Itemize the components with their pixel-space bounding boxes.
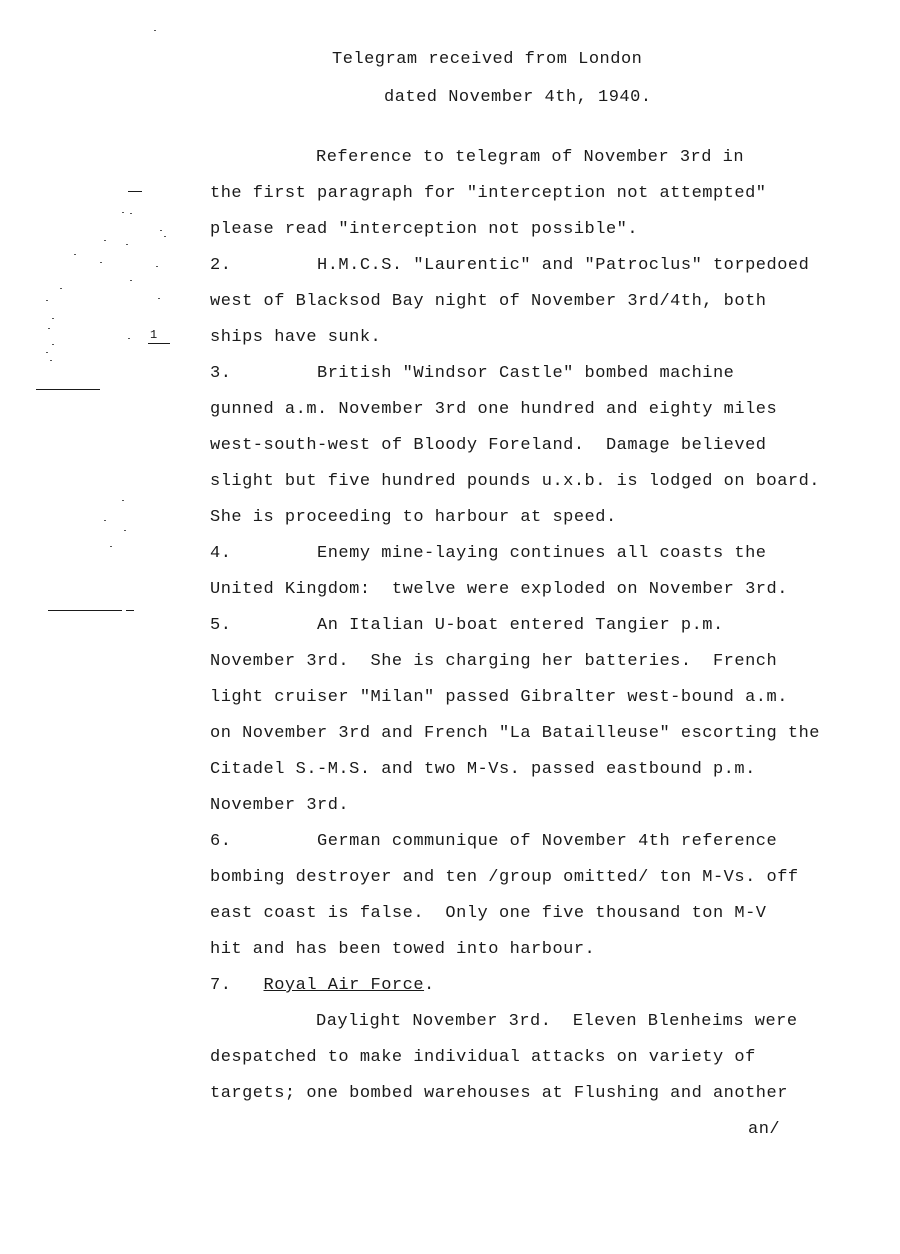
margin-mark [126, 610, 134, 611]
margin-speck [154, 30, 156, 31]
section-7-heading-end: . [424, 976, 435, 995]
margin-speck [46, 352, 48, 353]
catchword: an/ [748, 1120, 781, 1139]
margin-speck [104, 520, 106, 521]
margin-speck [48, 328, 50, 329]
body-line: She is proceeding to harbour at speed. [210, 508, 617, 527]
body-line: 3. British "Windsor Castle" bombed machine [210, 364, 735, 383]
margin-speck [52, 344, 54, 345]
margin-speck [46, 300, 48, 301]
margin-rule [36, 389, 100, 390]
margin-speck [50, 360, 52, 361]
margin-speck [52, 318, 54, 319]
margin-speck [124, 530, 126, 531]
margin-rule [48, 610, 122, 611]
margin-speck [128, 338, 130, 339]
body-line: west of Blacksod Bay night of November 3rd/4th, both [210, 292, 767, 311]
body-line: ships have sunk. [210, 328, 382, 347]
margin-speck [126, 244, 128, 245]
margin-speck [130, 280, 132, 281]
margin-speck [74, 254, 76, 255]
section-7-number: 7. [210, 976, 232, 995]
margin-speck [156, 266, 158, 267]
body-line: hit and has been towed into harbour. [210, 940, 596, 959]
body-line: November 3rd. [210, 796, 350, 815]
body-line: targets; one bombed warehouses at Flushing and another [210, 1084, 788, 1103]
body-line: 4. Enemy mine-laying continues all coasts the [210, 544, 767, 563]
margin-speck [160, 230, 162, 231]
body-line: please read "interception not possible". [210, 220, 639, 239]
body-line: 6. German communique of November 4th reference [210, 832, 778, 851]
body-line: 5. An Italian U-boat entered Tangier p.m. [210, 616, 724, 635]
body-line: the first paragraph for "interception not attempted" [210, 184, 767, 203]
telegram-title: Telegram received from London [332, 50, 643, 69]
body-line: despatched to make individual attacks on variety of [210, 1048, 756, 1067]
margin-speck [164, 236, 166, 237]
telegram-date: dated November 4th, 1940. [384, 88, 652, 107]
body-line: west-south-west of Bloody Foreland. Damage believed [210, 436, 767, 455]
body-line: Daylight November 3rd. Eleven Blenheims were [316, 1012, 798, 1031]
margin-speck [130, 213, 132, 214]
section-7-heading: Royal Air Force [263, 976, 425, 995]
margin-mark [128, 191, 142, 192]
body-line: November 3rd. She is charging her batteries. French [210, 652, 778, 671]
margin-note: 1 [150, 328, 158, 342]
margin-speck [110, 546, 112, 547]
margin-speck [104, 240, 106, 241]
body-line: light cruiser "Milan" passed Gibralter west-bound a.m. [210, 688, 788, 707]
body-line: slight but five hundred pounds u.x.b. is lodged on board. [210, 472, 820, 491]
body-line: bombing destroyer and ten /group omitted/ ton M-Vs. off [210, 868, 799, 887]
margin-mark [148, 343, 170, 344]
body-line: on November 3rd and French "La Batailleuse" escorting the [210, 724, 820, 743]
margin-speck [100, 262, 102, 263]
body-line: Reference to telegram of November 3rd in [316, 148, 745, 167]
body-line: Citadel S.-M.S. and two M-Vs. passed eastbound p.m. [210, 760, 756, 779]
body-line: gunned a.m. November 3rd one hundred and eighty miles [210, 400, 778, 419]
margin-speck [60, 288, 62, 289]
body-line: 2. H.M.C.S. "Laurentic" and "Patroclus" torpedoed [210, 256, 810, 275]
body-line: United Kingdom: twelve were exploded on November 3rd. [210, 580, 788, 599]
margin-speck [122, 500, 124, 501]
section-7-heading-row [210, 976, 435, 996]
body-line: east coast is false. Only one five thousand ton M-V [210, 904, 767, 923]
margin-speck [122, 212, 124, 213]
margin-speck [158, 298, 160, 299]
